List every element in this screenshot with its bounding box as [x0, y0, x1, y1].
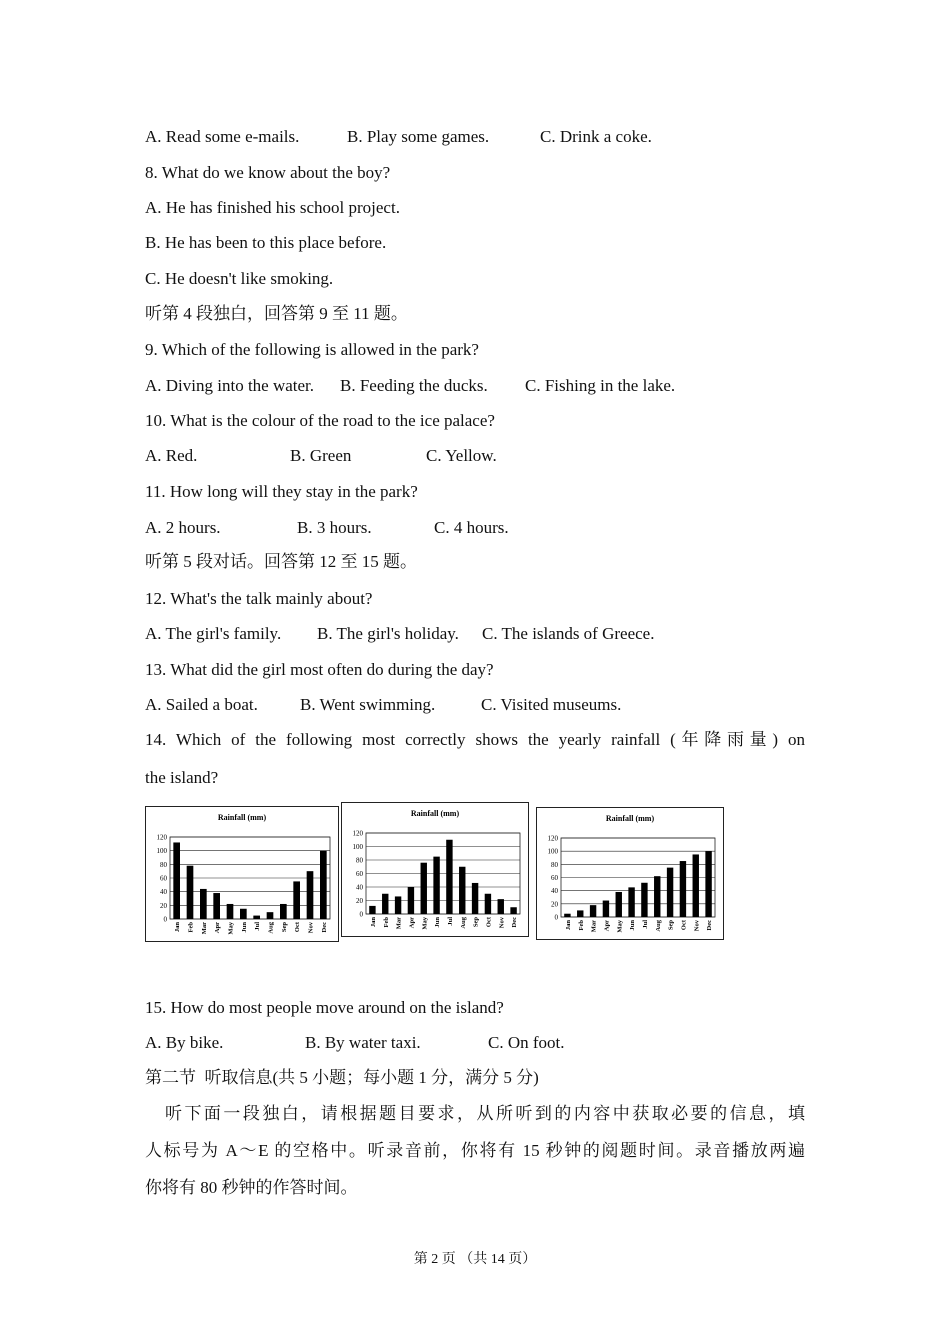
x-tick-label: Sep	[667, 920, 675, 931]
q7-option-c: C. Drink a coke.	[540, 127, 652, 146]
x-tick-label: May	[616, 920, 624, 933]
y-tick-label: 40	[356, 883, 363, 892]
q10-option-a: A. Red.	[145, 446, 198, 465]
q13-option-c: C. Visited museums.	[481, 695, 622, 714]
x-tick-label: Aug	[459, 917, 467, 929]
bar-aug	[654, 876, 660, 917]
x-tick-label: Mar	[395, 917, 403, 930]
x-tick-label: Mar	[200, 922, 208, 935]
question-14-line-2: the island?	[145, 768, 219, 787]
bar-jul	[446, 840, 452, 914]
bar-feb	[382, 894, 388, 914]
bar-jun	[240, 909, 247, 919]
x-tick-label: Dec	[511, 917, 519, 928]
x-tick-label: Jun	[629, 920, 637, 931]
instructions-line-3: 你将有 80 秒钟的作答时间。	[145, 1178, 358, 1197]
bar-aug	[267, 912, 274, 919]
bar-may	[227, 904, 234, 919]
q11-option-c: C. 4 hours.	[434, 518, 509, 537]
bar-apr	[603, 901, 609, 917]
bar-mar	[200, 889, 207, 919]
bar-jan	[369, 906, 375, 914]
question-15: 15. How do most people move around on the island?	[145, 998, 504, 1017]
q9-option-a: A. Diving into the water.	[145, 376, 315, 395]
bar-may	[616, 892, 622, 917]
q10-option-b: B. Green	[290, 446, 352, 465]
q15-option-b: B. By water taxi.	[305, 1033, 421, 1052]
x-tick-label: Nov	[498, 917, 506, 929]
q13-option-a: A. Sailed a boat.	[145, 695, 258, 714]
bar-oct	[680, 861, 686, 917]
q8-option-a: A. He has finished his school project.	[145, 198, 400, 217]
q15-option-a: A. By bike.	[145, 1033, 224, 1052]
x-tick-label: Feb	[187, 922, 195, 933]
y-tick-label: 120	[352, 829, 363, 838]
bar-nov	[498, 899, 504, 914]
chart-title: Rainfall (mm)	[605, 814, 655, 823]
x-tick-label: Oct	[485, 917, 493, 928]
y-tick-label: 100	[352, 843, 363, 851]
rainfall-chart-2-svg	[342, 803, 528, 936]
x-tick-label: Apr	[214, 922, 222, 934]
y-tick-label: 60	[160, 874, 167, 883]
y-tick-label: 60	[356, 870, 363, 878]
question-12: 12. What's the talk mainly about?	[145, 589, 373, 608]
y-tick-label: 20	[551, 900, 558, 909]
q7-option-a: A. Read some e-mails.	[145, 127, 300, 146]
q12-option-c: C. The islands of Greece.	[482, 624, 655, 643]
question-11: 11. How long will they stay in the park?	[145, 482, 418, 501]
section-5-heading: 听第 5 段对话。回答第 12 至 15 题。	[145, 552, 417, 571]
rainfall-chart-3	[536, 807, 724, 940]
y-tick-label: 80	[160, 860, 167, 869]
y-tick-label: 80	[551, 860, 558, 869]
section-4-heading: 听第 4 段独白，回答第 9 至 11 题。	[145, 304, 408, 323]
part-2-heading: 第二节 听取信息(共 5 小题；每小题 1 分，满分 5 分)	[145, 1068, 539, 1087]
question-8: 8. What do we know about the boy?	[145, 163, 391, 182]
page-footer: 第 2 页 （共 14 页）	[413, 1252, 537, 1267]
question-13: 13. What did the girl most often do during the day?	[145, 660, 494, 679]
bar-jul	[641, 883, 647, 917]
x-tick-label: Aug	[267, 922, 275, 934]
y-tick-label: 40	[551, 887, 558, 896]
x-tick-label: Jul	[641, 920, 649, 929]
y-tick-label: 80	[356, 856, 363, 865]
x-tick-label: Jun	[240, 922, 248, 933]
x-tick-label: Nov	[307, 922, 315, 934]
bar-jul	[253, 916, 260, 919]
x-tick-label: Feb	[382, 917, 390, 928]
bar-nov	[307, 871, 314, 919]
bar-mar	[590, 905, 596, 917]
q8-option-c: C. He doesn't like smoking.	[145, 269, 334, 288]
y-tick-label: 0	[359, 910, 363, 919]
bar-feb	[187, 866, 194, 919]
y-tick-label: 120	[156, 833, 167, 842]
x-tick-label: Jul	[446, 917, 454, 926]
x-tick-label: Feb	[577, 920, 585, 931]
bar-feb	[577, 910, 583, 917]
question-14-line-1: 14. Which of the following most correctly shows the yearly rainfall (年降雨量) on	[145, 730, 805, 749]
bar-sep	[280, 904, 287, 919]
x-tick-label: Apr	[603, 920, 611, 932]
y-tick-label: 40	[160, 888, 167, 897]
x-tick-label: May	[227, 922, 235, 935]
bar-may	[421, 863, 427, 914]
q11-option-a: A. 2 hours.	[145, 518, 221, 537]
bar-jan	[564, 914, 570, 917]
x-tick-label: Nov	[693, 920, 701, 932]
q10-option-c: C. Yellow.	[426, 446, 497, 465]
chart-title: Rainfall (mm)	[410, 809, 460, 818]
x-tick-label: Sep	[472, 917, 480, 928]
x-tick-label: Jun	[434, 917, 442, 928]
bar-apr	[213, 893, 220, 919]
y-tick-label: 60	[551, 874, 558, 882]
x-tick-label: Aug	[654, 920, 662, 932]
bar-oct	[485, 894, 491, 914]
bar-nov	[693, 854, 699, 917]
question-10: 10. What is the colour of the road to the ice palace?	[145, 411, 495, 430]
y-tick-label: 0	[554, 913, 558, 922]
instructions-line-2: 人标号为 A～E 的空格中。听录音前，你将有 15 秒钟的阅题时间。录音播放两遍	[145, 1141, 805, 1160]
q11-option-b: B. 3 hours.	[297, 518, 372, 537]
chart-title: Rainfall (mm)	[217, 813, 267, 822]
q15-option-c: C. On foot.	[488, 1033, 565, 1052]
x-tick-label: Jan	[174, 922, 182, 933]
question-9: 9. Which of the following is allowed in the park?	[145, 340, 479, 359]
q8-option-b: B. He has been to this place before.	[145, 233, 387, 252]
x-tick-label: Dec	[706, 920, 714, 931]
q13-option-b: B. Went swimming.	[300, 695, 436, 714]
rainfall-chart-1	[145, 806, 339, 942]
bar-sep	[667, 868, 673, 917]
y-tick-label: 0	[163, 915, 167, 924]
bar-dec	[510, 907, 516, 914]
rainfall-chart-2	[341, 802, 529, 937]
q12-option-a: A. The girl's family.	[145, 624, 282, 643]
bar-dec	[320, 851, 327, 919]
q7-option-b: B. Play some games.	[347, 127, 490, 146]
bar-aug	[459, 867, 465, 914]
bar-jun	[628, 887, 634, 917]
bar-oct	[293, 881, 300, 919]
x-tick-label: May	[421, 917, 429, 930]
bar-jan	[173, 842, 180, 919]
y-tick-label: 100	[547, 847, 558, 856]
x-tick-label: Jan	[369, 917, 377, 928]
y-tick-label: 20	[356, 897, 363, 905]
x-tick-label: Mar	[590, 920, 598, 933]
bar-apr	[408, 887, 414, 914]
rainfall-chart-3-svg	[537, 808, 723, 939]
x-tick-label: Sep	[280, 922, 288, 933]
q9-option-b: B. Feeding the ducks.	[340, 376, 488, 395]
x-tick-label: Oct	[680, 920, 688, 931]
q12-option-b: B. The girl's holiday.	[317, 624, 459, 643]
bar-dec	[705, 851, 711, 917]
bar-jun	[433, 857, 439, 914]
x-tick-label: Apr	[408, 917, 416, 929]
y-tick-label: 100	[156, 847, 167, 856]
instructions-line-1: 听下面一段独白，请根据题目要求，从所听到的内容中获取必要的信息，填	[165, 1104, 805, 1123]
rainfall-chart-1-svg	[146, 807, 338, 941]
x-tick-label: Oct	[294, 922, 302, 933]
y-tick-label: 120	[547, 834, 558, 843]
y-tick-label: 20	[160, 901, 167, 910]
bar-mar	[395, 896, 401, 914]
x-tick-label: Jan	[564, 920, 572, 931]
bar-sep	[472, 883, 478, 914]
q9-option-c: C. Fishing in the lake.	[525, 376, 676, 395]
x-tick-label: Dec	[320, 922, 328, 933]
x-tick-label: Jul	[254, 922, 262, 931]
